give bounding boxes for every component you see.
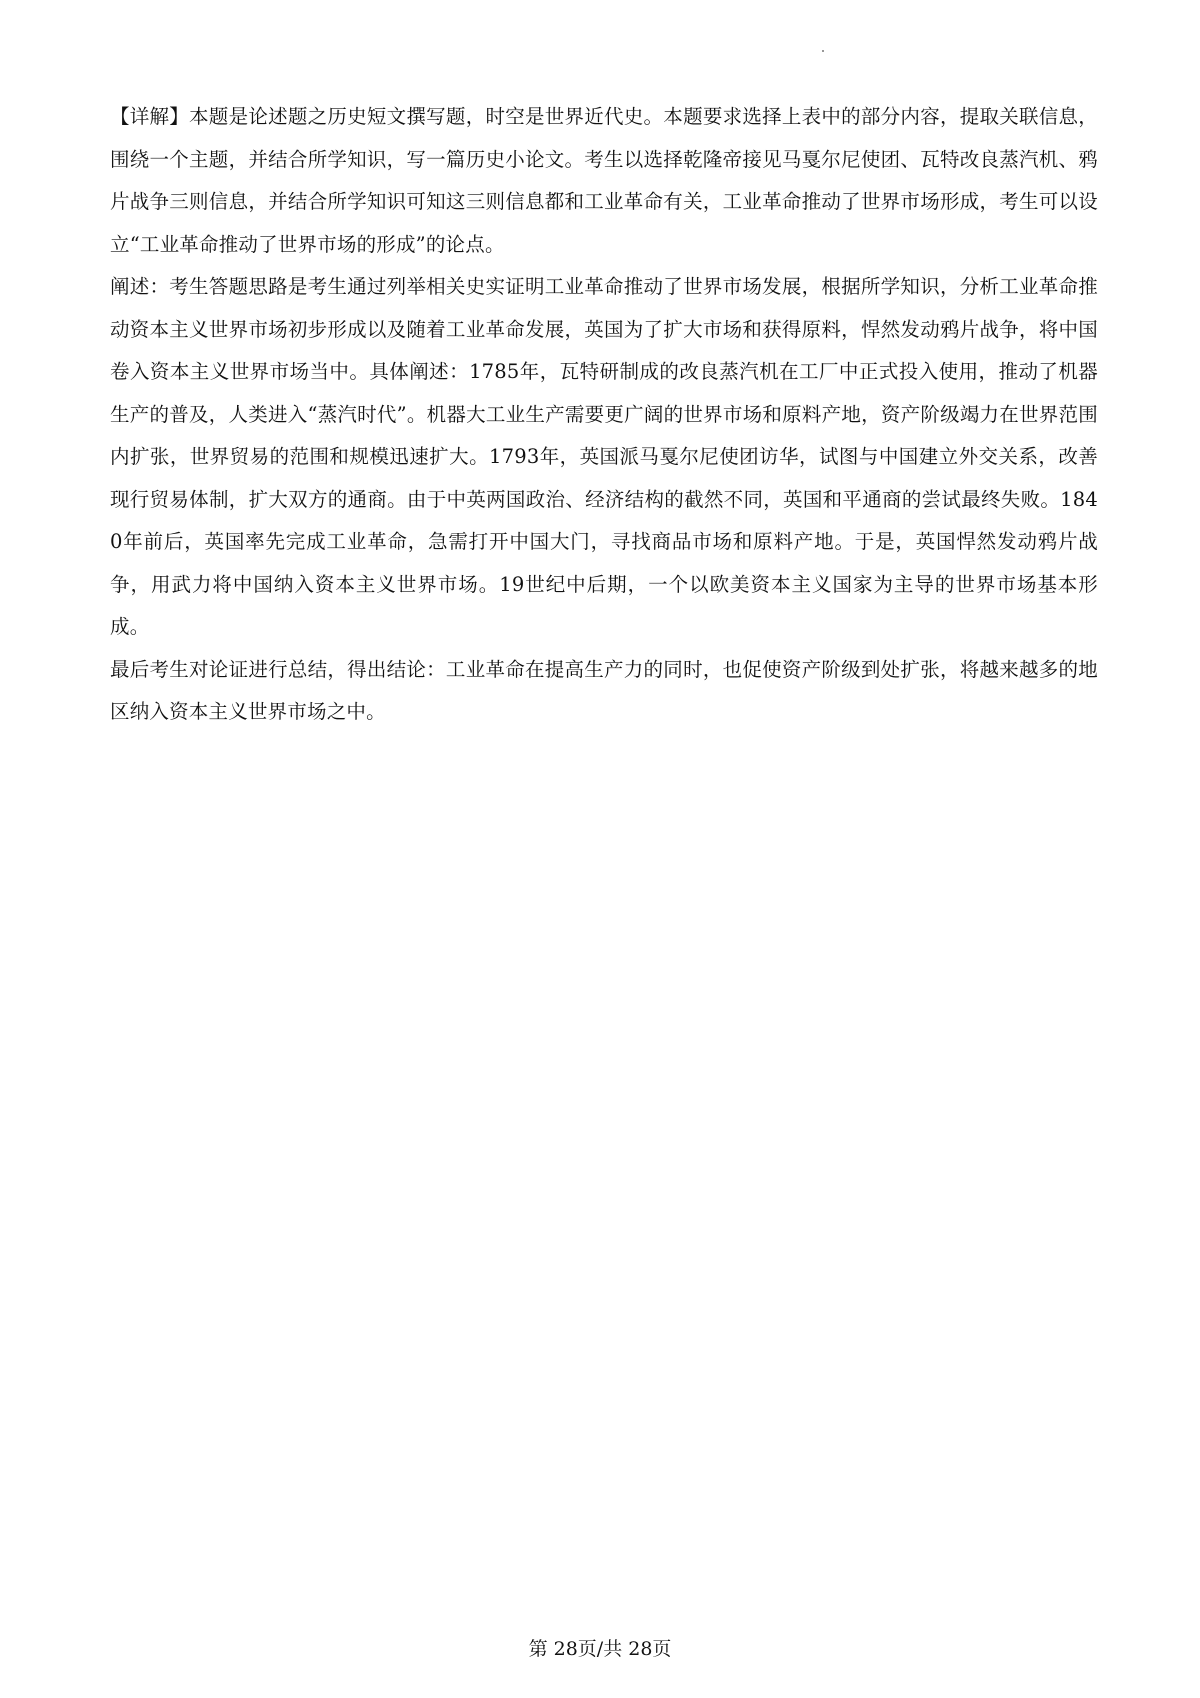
page-number-footer: 第 28页/共 28页 (528, 1638, 672, 1660)
paragraph-elaboration: 阐述：考生答题思路是考生通过列举相关史实证明工业革命推动了世界市场发展，根据所学知识，分析工业革命推动资本主义世界市场初步形成以及随着工业革命发展，英国为了扩大市场和获得原料，悍然发动鸦片战争，将中国卷入资本主义世界市场当中。具体阐述：1785年，瓦特研制成的改良蒸汽机在工厂中正式投入使用，推动了机器生产的普及，人类进入“蒸汽时代”。机器大工业生产需要更广阔的世界市场和原料产地，资产阶级竭力在世界范围内扩张，世界贸易的范围和规模迅速扩大。1793年，英国派马戛尔尼使团访华，试图与中国建立外交关系，改善现行贸易体制，扩大双方的通商。由于中英两国政治、经济结构的截然不同，英国和平通商的尝试最终失败。1840年前后，英国率先完成工业革命，急需打开中国大门，寻找商品市场和原料产地。于是，英国悍然发动鸦片战争，用武力将中国纳入资本主义世界市场。19世纪中后期，一个以欧美资本主义国家为主导的世界市场基本形成。 (110, 275, 1098, 638)
answer-explanation (110, 96, 1098, 734)
paragraph-conclusion: 最后考生对论证进行总结，得出结论：工业革命在提高生产力的同时，也促使资产阶级到处扩张，将越来越多的地区纳入资本主义世界市场之中。 (110, 657, 1098, 723)
scan-speck (822, 50, 824, 52)
paragraph-detail: 【详解】本题是论述题之历史短文撰写题，时空是世界近代史。本题要求选择上表中的部分内容，提取关联信息，围绕一个主题，并结合所学知识，写一篇历史小论文。考生以选择乾隆帝接见马戛尔尼使团、瓦特改良蒸汽机、鸦片战争三则信息，并结合所学知识可知这三则信息都和工业革命有关，工业革命推动了世界市场形成，考生可以设立“工业革命推动了世界市场的形成”的论点。 (110, 105, 1098, 256)
